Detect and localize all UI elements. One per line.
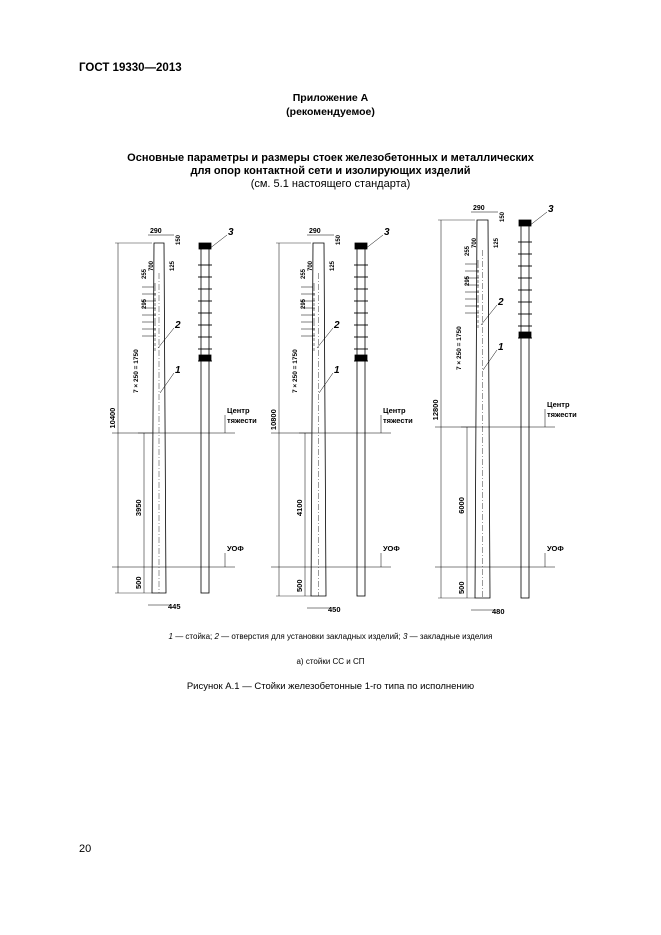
legend-num-2: 2 bbox=[214, 632, 219, 641]
post-2-dim-255: 255 bbox=[301, 268, 307, 279]
legend-text-2: — отверстия для установки закладных изделий; bbox=[218, 632, 403, 641]
post-2-uof-label: УОФ bbox=[383, 544, 400, 553]
post-3-bottom-depth-label: 500 bbox=[457, 581, 466, 594]
post-1-uof-label: УОФ bbox=[227, 544, 244, 553]
post-2-callout-1-leader bbox=[319, 373, 333, 393]
post-1-center-label-1: Центр bbox=[227, 406, 250, 415]
post-1-dim-295: 295 bbox=[142, 298, 148, 309]
post-3-center-label-2: тяжести bbox=[547, 410, 577, 419]
post-2-middle-height-label: 4100 bbox=[295, 499, 304, 517]
legend-text-1: — стойка; bbox=[172, 632, 215, 641]
post-1-center-label-2: тяжести bbox=[227, 416, 257, 425]
post-3-base-width-label: 480 bbox=[492, 607, 505, 616]
post-3-center-label-1: Центр bbox=[547, 400, 570, 409]
post-3-uof-label: УОФ bbox=[547, 544, 564, 553]
post-3-middle-height-label: 6000 bbox=[457, 497, 466, 514]
post-2-top-width-label: 290 bbox=[309, 228, 321, 235]
post-1-bottom-depth-label: 500 bbox=[134, 576, 143, 589]
post-1-embed-mid-block bbox=[199, 355, 211, 361]
post-2-center-label-1: Центр bbox=[383, 406, 406, 415]
post-2-callout-3: 3 bbox=[384, 227, 390, 238]
post-1-dim-700: 700 bbox=[149, 260, 155, 271]
post-3-callout-3: 3 bbox=[548, 204, 554, 215]
post-1-hole-spacing-label: 7 × 250 = 1750 bbox=[133, 349, 140, 393]
post-3-dim-295: 295 bbox=[465, 275, 471, 286]
post-1-dim-255: 255 bbox=[142, 268, 148, 279]
post-1-callout-3-leader bbox=[209, 235, 227, 249]
post-1-callout-2-leader bbox=[158, 328, 174, 348]
post-2-center-label-2: тяжести bbox=[383, 416, 413, 425]
post-2-callout-3-leader bbox=[365, 235, 383, 249]
post-3-callout-2-leader bbox=[481, 305, 497, 325]
page-number: 20 bbox=[79, 843, 92, 855]
post-2-dim-150: 150 bbox=[336, 234, 342, 245]
post-3-total-height-label: 12800 bbox=[431, 399, 440, 421]
post-3-dim-125: 125 bbox=[494, 237, 500, 248]
post-3-dim-255: 255 bbox=[465, 245, 471, 256]
appendix-type: (рекомендуемое) bbox=[286, 106, 375, 118]
post-1-callout-2: 2 bbox=[175, 320, 181, 331]
post-3-callout-2: 2 bbox=[498, 297, 504, 308]
post-2-dim-125: 125 bbox=[330, 260, 336, 271]
legend bbox=[0, 632, 661, 641]
section-title-line-1: Основные параметры и размеры стоек железобетонных и металлических bbox=[127, 152, 534, 164]
post-3-hole-spacing-label: 7 × 250 = 1750 bbox=[456, 326, 463, 370]
post-1-side-view bbox=[201, 247, 209, 593]
post-1-callout-1: 1 bbox=[175, 365, 181, 376]
legend-num-1: 1 bbox=[168, 632, 173, 641]
post-3-top-width-label: 290 bbox=[473, 205, 485, 212]
legend-text-3: — закладные изделия bbox=[407, 632, 493, 641]
post-2-side-view bbox=[357, 247, 365, 596]
post-2-embed-top-block bbox=[355, 243, 367, 249]
section-title-line-2: для опор контактной сети и изолирующих изделий bbox=[190, 165, 471, 177]
post-3-side-view bbox=[521, 224, 529, 598]
post-3-embed-mid-block bbox=[519, 332, 531, 338]
post-3-callout-1: 1 bbox=[498, 342, 504, 353]
post-2-total-height-label: 10800 bbox=[269, 409, 278, 431]
post-2-callout-1: 1 bbox=[334, 365, 340, 376]
document-code: ГОСТ 19330—2013 bbox=[79, 62, 182, 74]
post-3-callout-1-leader bbox=[483, 350, 497, 370]
post-1-base-width-label: 445 bbox=[168, 602, 181, 611]
post-1-middle-height-label: 3950 bbox=[134, 499, 143, 517]
post-2-bottom-depth-label: 500 bbox=[295, 579, 304, 592]
post-3-dim-700: 700 bbox=[472, 237, 478, 248]
post-3-callout-3-leader bbox=[529, 212, 547, 226]
post-1-dim-150: 150 bbox=[176, 234, 182, 245]
figure-caption: Рисунок А.1 — Стойки железобетонные 1-го типа по исполнению bbox=[186, 681, 475, 692]
post-1-callout-3: 3 bbox=[228, 227, 234, 238]
legend-num-3: 3 bbox=[402, 632, 408, 641]
section-reference: (см. 5.1 настоящего стандарта) bbox=[250, 178, 411, 190]
post-3-dim-150: 150 bbox=[500, 211, 506, 222]
post-1-top-width-label: 290 bbox=[150, 228, 162, 235]
figure-sublabel: а) стойки СС и СП bbox=[296, 657, 365, 666]
post-2-hole-spacing-label: 7 × 250 = 1750 bbox=[292, 349, 299, 393]
post-1-callout-1-leader bbox=[160, 373, 174, 393]
post-3-embed-top-block bbox=[519, 220, 531, 226]
post-2-callout-2: 2 bbox=[334, 320, 340, 331]
post-2-callout-2-leader bbox=[317, 328, 333, 348]
post-2-embed-mid-block bbox=[355, 355, 367, 361]
post-2-dim-295: 295 bbox=[301, 298, 307, 309]
post-2-dim-700: 700 bbox=[308, 260, 314, 271]
post-1-embed-top-block bbox=[199, 243, 211, 249]
post-1-total-height-label: 10400 bbox=[108, 407, 117, 429]
post-2-base-width-label: 450 bbox=[328, 605, 341, 614]
appendix-title: Приложение А bbox=[292, 92, 369, 104]
post-1-dim-125: 125 bbox=[170, 260, 176, 271]
